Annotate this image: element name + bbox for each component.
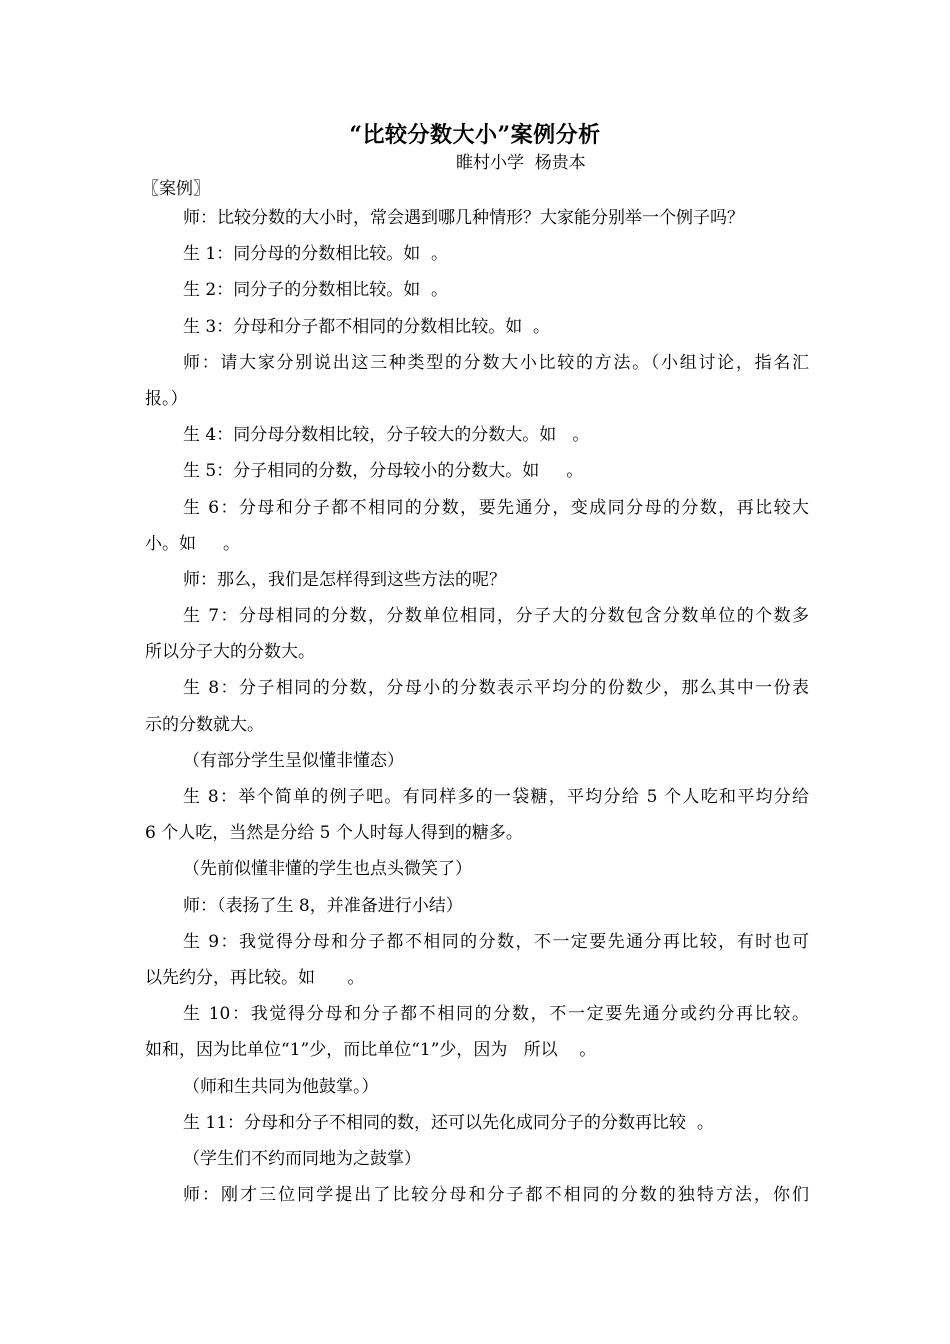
paragraph-line: 生 8：分子相同的分数，分母小的分数表示平均分的份数少，那么其中一份表 [183, 678, 809, 699]
paragraph-line: 生 7：分母相同的分数，分数单位相同，分子大的分数包含分数单位的个数多 [183, 606, 809, 627]
paragraph-line: 生 6：分母和分子都不相同的分数，要先通分，变成同分母的分数，再比较大 [183, 497, 809, 518]
paragraph-line: 生 3：分母和分子都不相同的分数相比较。如 。 [183, 316, 551, 337]
section-label: 〖案例〗 [142, 179, 210, 199]
paragraph-line: （有部分学生呈似懂非懂态） [183, 750, 404, 771]
paragraph-line: 师：比较分数的大小时，常会遇到哪几种情形？大家能分别举一个例子吗？ [183, 208, 744, 228]
paragraph-line: 生 9：我觉得分母和分子都不相同的分数，不一定要先通分再比较，有时也可 [183, 931, 809, 952]
paragraph-line: 小。如 。 [145, 533, 241, 554]
paragraph-line: 报。） [145, 388, 188, 409]
paragraph-line: 生 5：分子相同的分数，分母较小的分数大。如 。 [183, 461, 584, 482]
paragraph-line: 生 8：举个简单的例子吧。有同样多的一袋糖，平均分给 5 个人吃和平均分给 [183, 787, 809, 807]
document-title: “比较分数大小”案例分析 [349, 122, 601, 148]
paragraph-line: 生 4：同分母分数相比较，分子较大的分数大。如 。 [183, 425, 590, 446]
paragraph-line: 生 1：同分母的分数相比较。如 。 [183, 244, 449, 265]
paragraph-line: 示的分数就大。 [145, 714, 264, 735]
paragraph-line: 师：（表扬了生 8，并准备进行小结） [183, 895, 463, 916]
paragraph-line: （先前似懂非懂的学生也点头微笑了） [183, 859, 472, 880]
paragraph-line: 6 个人吃，当然是分给 5 个人时每人得到的糖多。 [145, 823, 523, 844]
paragraph-line: 如和，因为比单位“1”少，而比单位“1”少，因为 所以 。 [145, 1040, 597, 1061]
document-body [145, 200, 809, 1213]
paragraph-line: 所以分子大的分数大。 [145, 642, 315, 663]
paragraph-line: 生 10：我觉得分母和分子都不相同的分数，不一定要先通分或约分再比较。 [183, 1004, 809, 1025]
paragraph-line: 生 11：分母和分子不相同的数，还可以先化成同分子的分数再比较 。 [183, 1112, 714, 1133]
paragraph-line: 师：那么，我们是怎样得到这些方法的呢？ [183, 569, 506, 590]
paragraph-line: 师：刚才三位同学提出了比较分母和分子都不相同的分数的独特方法，你们 [183, 1185, 809, 1206]
paragraph-line: 以先约分，再比较。如 。 [145, 967, 365, 988]
author-line: 睢村小学 杨贵本 [456, 153, 586, 173]
paragraph-line: （师和生共同为他鼓掌。） [183, 1076, 379, 1097]
paragraph-line: 师：请大家分别说出这三种类型的分数大小比较的方法。（小组讨论，指名汇 [183, 352, 809, 373]
paragraph-line: 生 2：同分子的分数相比较。如 。 [183, 280, 449, 301]
paragraph-line: （学生们不约而同地为之鼓掌） [183, 1148, 421, 1169]
